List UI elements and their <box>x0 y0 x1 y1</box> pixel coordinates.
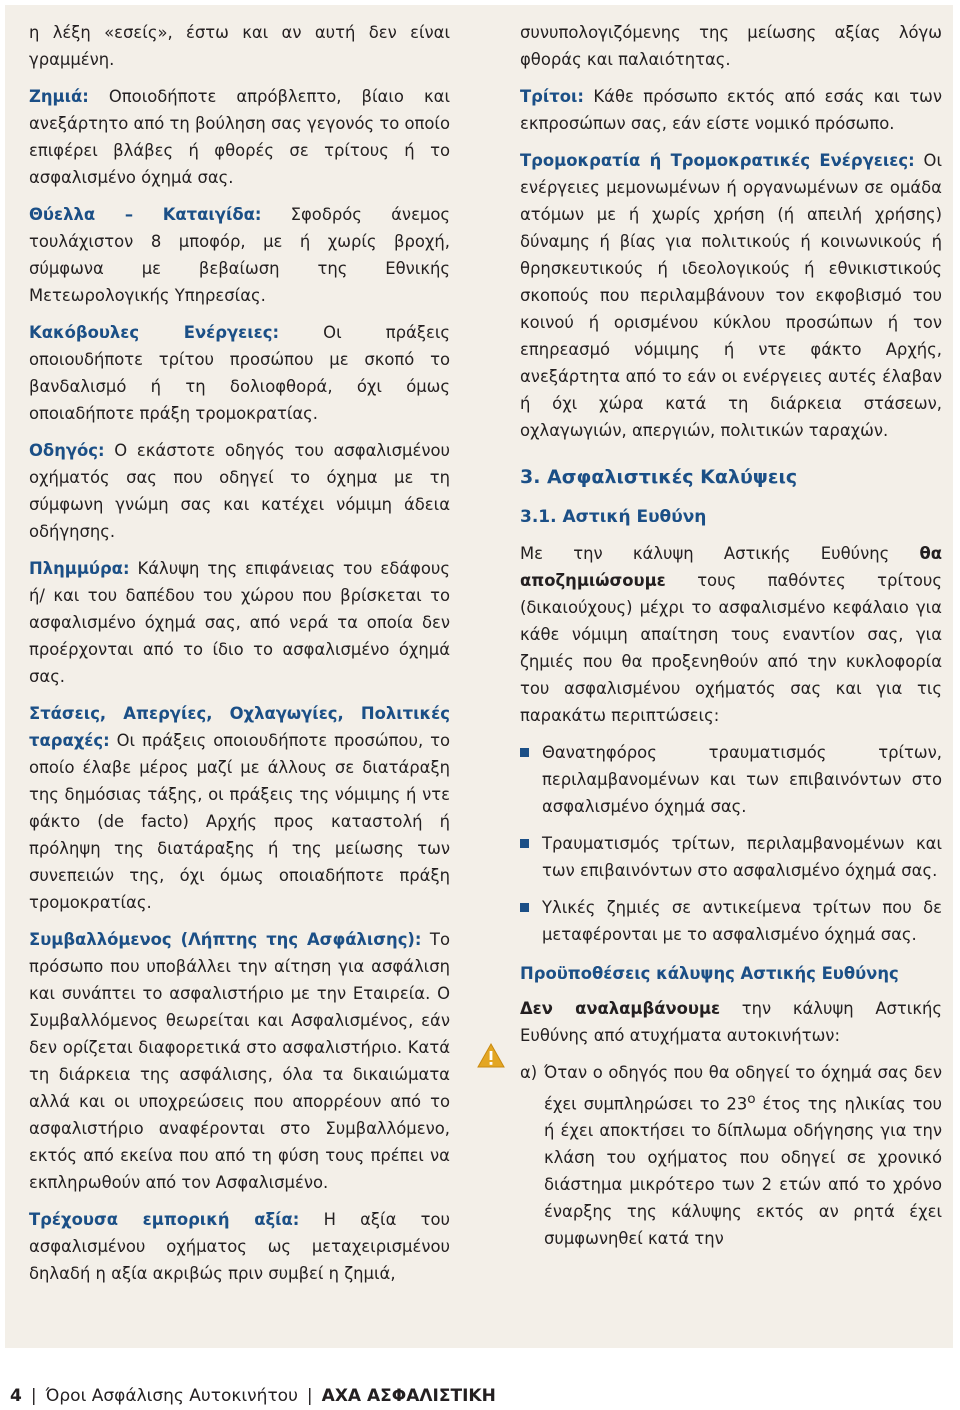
continuation-text <box>29 19 450 73</box>
definition-term: Κακόβουλες Ενέργειες: <box>29 323 280 342</box>
definition-text: Οποιοδήποτε απρόβλεπτο, βίαιο και ανεξάρτητο από τη βούληση σας γεγονός το οποίο επιφέρει βλάβες ή φθορές σε τρίτους ή το ασφαλισμένο όχημά σας. <box>29 87 450 187</box>
definition-text: Το πρόσωπο που υποβάλλει την αίτηση για ασφάλιση και συνάπτει το ασφαλιστήριο με την Εταιρεία. Ο Συμβαλλόμενος θεωρείται και Ασφαλισμένος, εάν δεν ορίζεται διαφορετικά στο ασφαλιστήριο. Κατά τη διάρκεια της ασφάλισης, όλα τα δικαιώματα αλλά και οι υποχρεώσεις που απορρέουν από το ασφαλιστήριο αναφέρονται στο Συμβαλλόμενο, εκτός από εκείνα που από τη φύση τους πρέπει να εκπληρωθούν από τον Ασφαλισμένο. <box>29 930 450 1192</box>
paragraph-text: συνυπολογιζόμενης της μείωσης αξίας λόγω φθοράς και παλαιότητας. <box>520 23 942 69</box>
definition-terrorism <box>520 147 942 444</box>
definition-flood <box>29 555 450 690</box>
warning-triangle-icon <box>477 1042 505 1070</box>
superscript-text: ο <box>747 1091 756 1107</box>
paragraph-text: η λέξη «εσείς», έστω και αν αυτή δεν είναι γραμμένη. <box>29 23 450 69</box>
subsection-heading: 3.1. Αστική Ευθύνη <box>520 507 707 527</box>
definition-damage <box>29 83 450 191</box>
definition-text: Η αξία του ασφαλισμένου οχήματος ως μεταχειρισμένου δηλαδή η αξία ακριβώς πριν συμβεί η ζημιά, <box>29 1210 450 1283</box>
definition-storm <box>29 201 450 309</box>
content-panel <box>5 5 953 1348</box>
list-item-text: Υλικές ζημιές σε αντικείμενα τρίτων που δε μεταφέρονται με το ασφαλισμένο όχημά σας. <box>542 898 942 944</box>
list-item <box>520 894 942 948</box>
list-item-text: Θανατηφόρος τραυματισμός τρίτων, περιλαμβανομένων και των επιβαινόντων στο ασφαλισμένο όχημά σας. <box>542 743 942 816</box>
document-title: Όροι Ασφάλισης Αυτοκινήτου <box>45 1386 298 1406</box>
exclusion-list <box>520 1059 942 1252</box>
definition-term: Οδηγός: <box>29 441 105 460</box>
square-bullet-icon <box>520 903 529 912</box>
list-item <box>520 1059 942 1252</box>
definition-policyholder <box>29 926 450 1196</box>
section-heading: 3. Ασφαλιστικές Καλύψεις <box>520 466 798 488</box>
coverage-intro <box>520 540 942 729</box>
coverage-intro-text: τους παθόντες τρίτους (δικαιούχους) μέχρι το ασφαλισμένο κεφάλαιο για κάθε νόμιμη απαίτηση τους εναντίον σας, για ζημιές που θα προξενηθούν από την κυκλοφορία του ασφαλισμένου οχήματός σας και για τις παρακάτω περιπτώσεις: <box>520 571 942 725</box>
definition-text: Οι πράξεις οποιουδήποτε τρίτου προσώπου με σκοπό το βανδαλισμό ή τη δολιοφθορά, όχι όμως οποιαδήποτε πράξη τρομοκρατίας. <box>29 323 450 423</box>
list-item-label: α) <box>520 1063 538 1082</box>
definition-term: Τρίτοι: <box>520 87 584 106</box>
definition-text: Κάθε πρόσωπο εκτός από εσάς και των εκπροσώπων σας, εάν είστε νομικό πρόσωπο. <box>520 87 942 133</box>
definition-market-value <box>29 1206 450 1287</box>
coverage-intro-text: Με την κάλυψη Αστικής Ευθύνης <box>520 544 920 563</box>
page-footer <box>10 1384 496 1408</box>
definition-term: Στάσεις, Απεργίες, Οχλαγωγίες, Πολιτικές ταραχές: <box>29 704 450 750</box>
exclusion-intro <box>520 995 942 1049</box>
definition-text: Οι πράξεις οποιουδήποτε προσώπου, το οποίο έλαβε μέρος μαζί με άλλους σε διατάραξη της δημόσιας τάξης, οι πράξεις της νόμιμης ή ντε φάκτο (de facto) Αρχής προς καταστολή ή πρόληψη της διατάραξης ή της μείωσης των συνεπειών της, όχι όμως οποιαδήποτε πράξη τρομοκρατίας. <box>29 731 450 912</box>
definition-term: Τρομοκρατία ή Τρομοκρατικές Ενέργειες: <box>520 151 915 170</box>
definition-term: Πλημμύρα: <box>29 559 130 578</box>
definition-driver <box>29 437 450 545</box>
definition-term: Ζημιά: <box>29 87 89 106</box>
list-item-text: Τραυματισμός τρίτων, περιλαμβανομένων και των επιβαινόντων στο ασφαλισμένο όχημά σας. <box>542 834 942 880</box>
page-number: 4 <box>10 1386 22 1406</box>
definition-text: Οι ενέργειες μεμονωμένων ή οργανωμένων σε ομάδα ατόμων με ή χωρίς χρήση (ή απειλή χρήσης) δύναμης ή βίας για πολιτικούς ή κοινωνικούς ή θρησκευτικούς ή ιδεολογικούς ή εθνικιστικούς σκοπούς που περιλαμβάνουν τον εκφοβισμό του κοινού ή ορισμένου κύκλου προσώπων ή τον επηρεασμό νόμιμης ή ντε φάκτο Αρχής, ανεξάρτητα από το εάν οι ενέργειες αυτές έλαβαν ή όχι χώρα κατά τη διάρκεια στάσεων, οχλαγωγιών, απεργιών, πολιτικών ταραχών. <box>520 151 942 440</box>
square-bullet-icon <box>520 748 529 757</box>
right-column <box>520 19 942 1252</box>
definition-text: Ο εκάστοτε οδηγός του ασφαλισμένου οχήματός σας που οδηγεί το όχημα με τη σύμφωνη γνώμη σας και κατέχει νόμιμη άδεια οδήγησης. <box>29 441 450 541</box>
company-name: AXA ΑΣΦΑΛΙΣΤΙΚΗ <box>321 1386 496 1406</box>
definition-term: Τρέχουσα εμπορική αξία: <box>29 1210 300 1229</box>
footer-separator: | <box>306 1386 313 1406</box>
definition-malicious-acts <box>29 319 450 427</box>
continuation-text <box>520 19 942 73</box>
square-bullet-icon <box>520 839 529 848</box>
definition-term: Θύελλα – Καταιγίδα: <box>29 205 262 224</box>
coverage-list <box>520 739 942 948</box>
left-column <box>29 19 450 1297</box>
definition-riots <box>29 700 450 916</box>
list-item-text: Όταν ο οδηγός που θα οδηγεί το όχημά σας δεν έχει συμπληρώσει το 23 <box>544 1063 942 1114</box>
list-item <box>520 739 942 820</box>
definition-text: Κάλυψη της επιφάνειας του εδάφους ή/ και του δαπέδου του χώρου που βρίσκεται το ασφαλισμένο όχημά σας, από νερά τα οποία δεν προέρχονται από το ίδιο το ασφαλισμένο όχημά σας. <box>29 559 450 686</box>
definition-third-parties <box>520 83 942 137</box>
list-item <box>520 830 942 884</box>
list-item-text: έτος της ηλικίας του ή έχει αποκτήσει το δίπλωμα οδήγησης για την κλάση του οχήματος που οδηγεί σε χρονικό διάστημα μικρότερο των 2 ετών από το χρόνο έναρξης της κάλυψης εκτός αν ρητά έχει συμφωνηθεί κατά την <box>544 1094 942 1249</box>
footer-separator: | <box>30 1386 37 1406</box>
definition-term: Συμβαλλόμενος (Λήπτης της Ασφάλισης): <box>29 930 422 949</box>
exclusion-intro-bold: Δεν αναλαμβάνουμε <box>520 999 721 1018</box>
definition-text: Σφοδρός άνεμος τουλάχιστον 8 μποφόρ, με ή χωρίς βροχή, σύμφωνα με βεβαίωση της Εθνικής Μετεωρολογικής Υπηρεσίας. <box>29 205 450 305</box>
coverage-intro-bold: θα αποζημιώσουμε <box>520 544 942 590</box>
conditions-heading: Προϋποθέσεις κάλυψης Αστικής Ευθύνης <box>520 964 899 983</box>
exclusion-intro-text: την κάλυψη Αστικής Ευθύνης από ατυχήματα αυτοκινήτων: <box>520 999 942 1045</box>
